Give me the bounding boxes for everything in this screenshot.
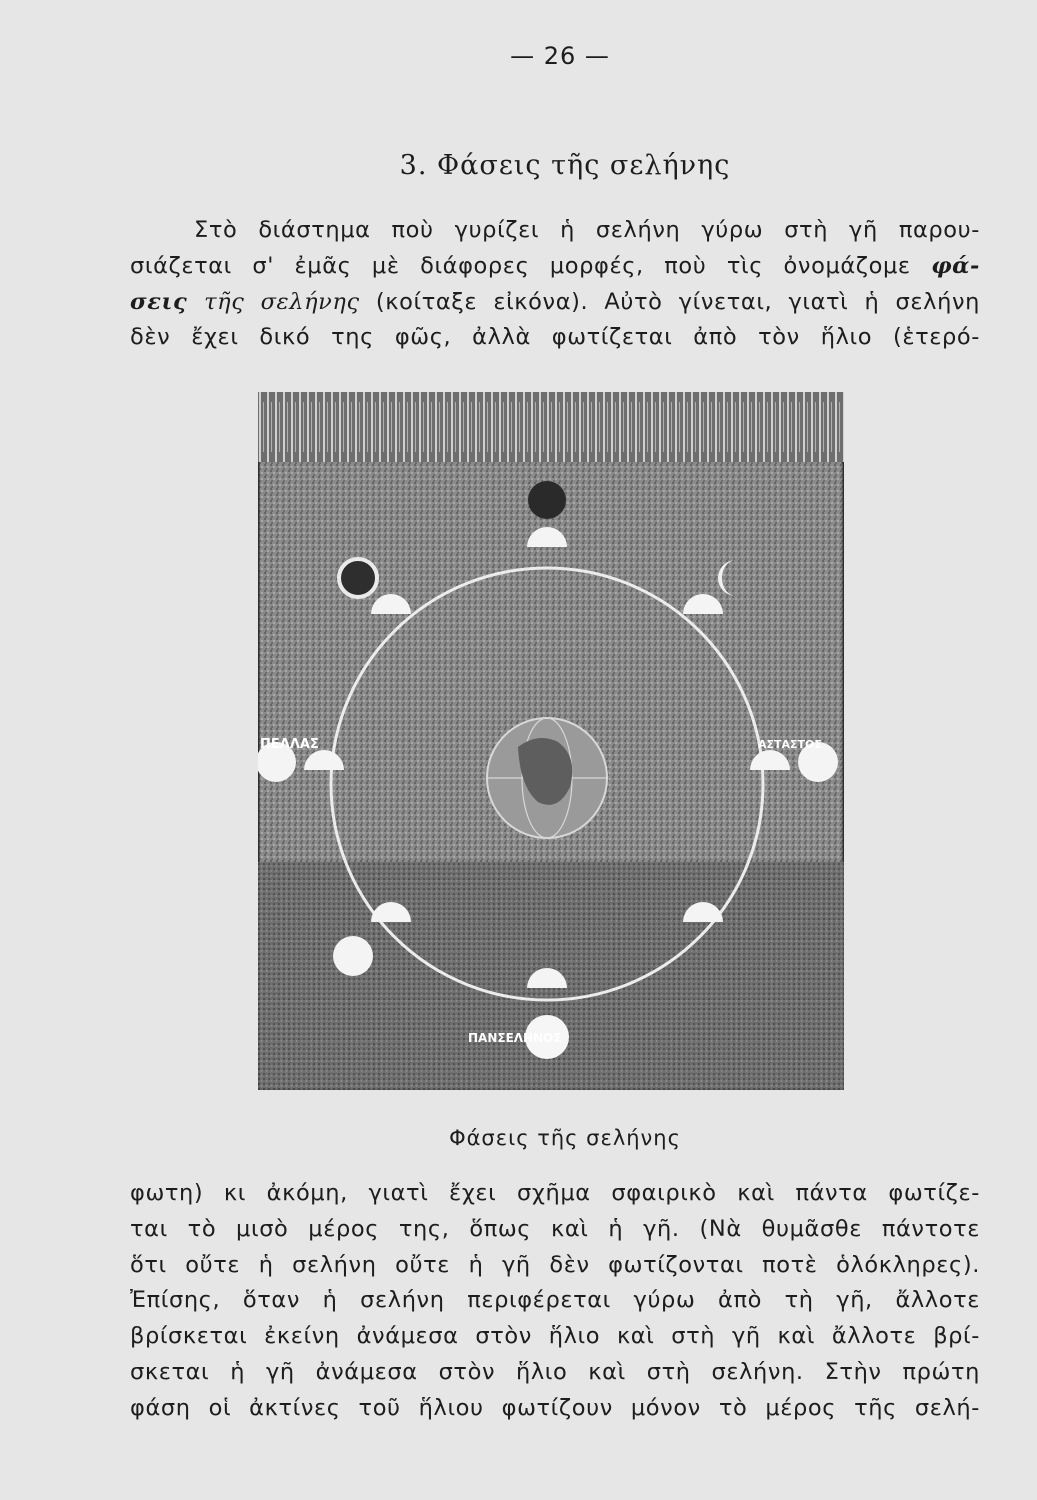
moon-phases-figure <box>258 392 844 1090</box>
sunlight-rays <box>258 392 844 462</box>
text-span: (κοίταξε εἰκόνα). Αὐτὸ γίνεται, γιατὶ ἡ σελήνη <box>359 288 980 315</box>
text-line: φάση οἱ ἀκτίνες τοῦ ἥλιου φωτίζουν μόνον τὸ μέρος τῆς σελή- <box>130 1394 980 1421</box>
text-line: Στὸ διάστημα ποὺ γυρίζει ἡ σελήνη γύρω στὴ γῆ παρου- <box>194 217 980 243</box>
text-line: Ἐπίσης, ὅταν ἡ σελήνη περιφέρεται γύρω ἀπὸ τὴ γῆ, ἄλλοτε <box>130 1287 980 1314</box>
paragraph-continued <box>130 1176 980 1427</box>
text-line <box>130 285 980 321</box>
figure-label-bottom: ΠΑΝΣΕΛΗΝΟΣ <box>468 1031 562 1045</box>
text-line: ὅτι οὔτε ἡ σελήνη οὔτε ἡ γῆ δὲν φωτίζονται ποτὲ ὁλόκληρες). <box>130 1251 980 1278</box>
outer-moon-gibbous-left <box>333 936 373 976</box>
text-line: βρίσκεται ἐκείνη ἀνάμεσα στὸν ἥλιο καὶ στὴ γῆ καὶ ἄλλοτε βρί- <box>130 1323 980 1350</box>
outer-moon-top <box>528 481 566 519</box>
emphasis-term: σεις <box>130 288 205 315</box>
text-line: ται τὸ μισὸ μέρος της, ὅπως καὶ ἡ γῆ. (Νὰ θυμᾶσθε πάντοτε <box>130 1215 980 1242</box>
emphasis-term: φά- <box>931 252 980 279</box>
outer-moon-crescent-left <box>339 559 377 597</box>
text-span: σιάζεται σ' ἐμᾶς μὲ διάφορες μορφές, ποὺ τὶς ὀνομάζομε <box>130 252 932 279</box>
earth <box>487 718 607 838</box>
figure-label-left: ΠΕΛΛΑΣ <box>260 737 319 752</box>
section-title: 3. Φάσεις τῆς σελήνης <box>399 150 731 181</box>
figure-label-right: ΑΣΤΑΣΤΟΣ <box>758 738 822 751</box>
moon-phases-illustration <box>258 392 844 1090</box>
italic-term: τῆς σελήνης <box>204 288 360 315</box>
page-number: — 26 — <box>510 42 610 70</box>
figure-caption: Φάσεις τῆς σελήνης <box>449 1126 681 1150</box>
text-line: δὲν ἔχει δικό της φῶς, ἀλλὰ φωτίζεται ἀπὸ τὸν ἥλιο (ἑτερό- <box>130 324 980 351</box>
text-line: σκεται ἡ γῆ ἀνάμεσα στὸν ἥλιο καὶ στὴ σελήνη. Στὴν πρώτη <box>130 1358 980 1385</box>
text-line <box>130 249 980 285</box>
text-line: φωτη) κι ἀκόμη, γιατὶ ἔχει σχῆμα σφαιρικὸ καὶ πάντα φωτίζε- <box>130 1180 980 1206</box>
paragraph-intro <box>130 213 980 356</box>
